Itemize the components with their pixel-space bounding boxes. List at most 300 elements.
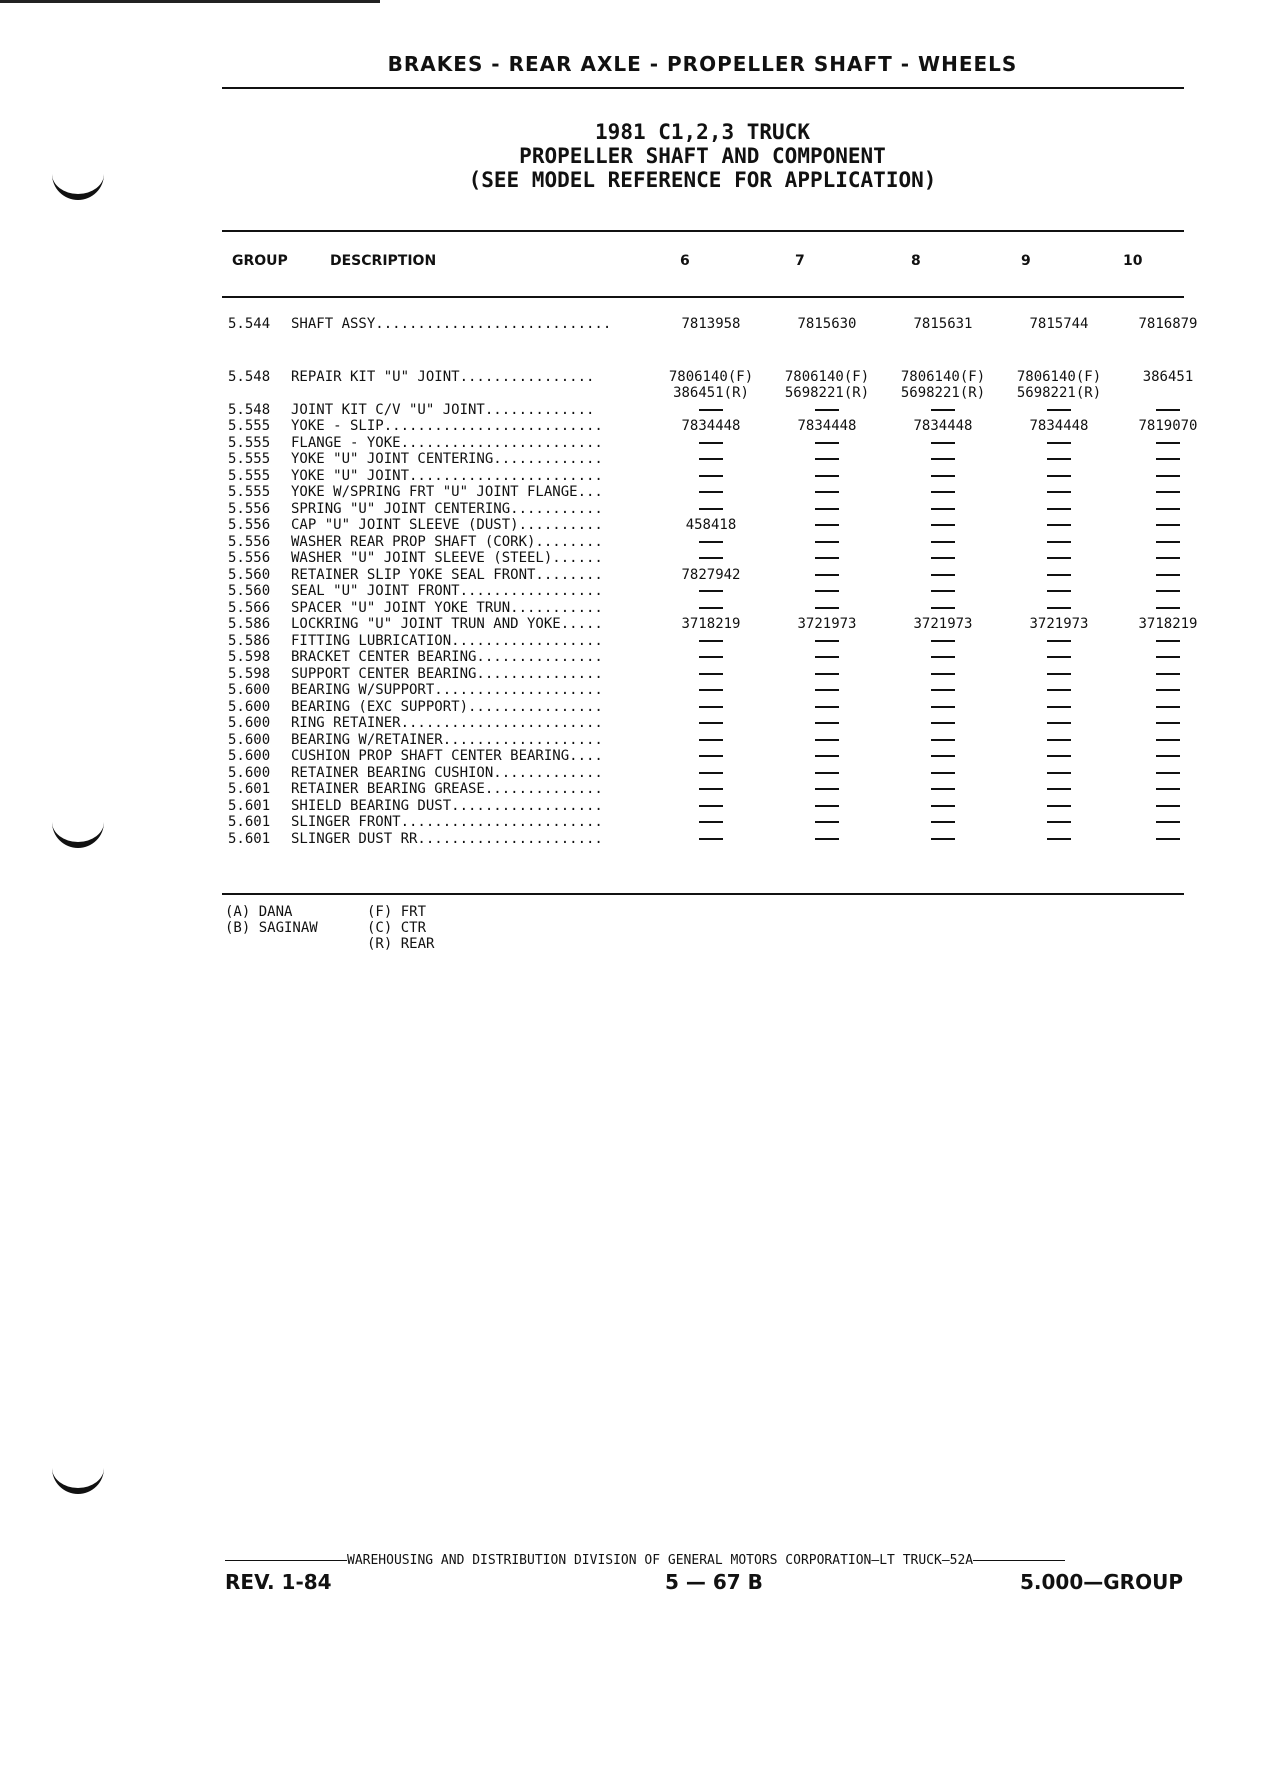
table-row xyxy=(228,583,1219,600)
table-row xyxy=(228,666,1219,683)
not-applicable-dash xyxy=(1117,649,1219,666)
not-applicable-dash xyxy=(1001,583,1117,600)
not-applicable-dash xyxy=(885,649,1001,666)
dash-mark xyxy=(815,772,839,774)
section-header: BRAKES - REAR AXLE - PROPELLER SHAFT - WHEELS xyxy=(387,52,1018,76)
group-cell: 5.548 xyxy=(228,368,271,385)
description-cell: BEARING (EXC SUPPORT)................ xyxy=(291,698,603,715)
description-cell: SUPPORT CENTER BEARING............... xyxy=(291,665,603,682)
part-number-cell: 5698221(R) xyxy=(1016,385,1102,401)
not-applicable-dash xyxy=(885,765,1001,782)
table-row xyxy=(228,501,1219,518)
not-applicable-dash xyxy=(1117,550,1219,567)
not-applicable-dash xyxy=(769,633,885,650)
not-applicable-dash xyxy=(1001,732,1117,749)
not-applicable-dash xyxy=(1001,633,1117,650)
dash-mark xyxy=(931,458,955,460)
dash-mark xyxy=(1047,491,1071,493)
group-cell: 5.601 xyxy=(228,781,271,797)
dash-mark xyxy=(1047,656,1071,658)
not-applicable-dash xyxy=(1117,633,1219,650)
not-applicable-dash xyxy=(769,765,885,782)
part-number-cell: 7806140(F) xyxy=(900,368,986,385)
description-cell: SPRING "U" JOINT CENTERING........... xyxy=(291,500,603,517)
dash-mark xyxy=(1047,689,1071,691)
legend-item: (R) REAR xyxy=(367,936,435,952)
group-cell: 5.555 xyxy=(228,467,271,484)
table-row xyxy=(228,748,1219,765)
footer-division-line xyxy=(225,1553,1180,1568)
legend-item: (C) CTR xyxy=(367,920,427,936)
table-bottom-rule xyxy=(222,893,1184,895)
dash-mark xyxy=(931,821,955,823)
not-applicable-dash xyxy=(653,501,769,518)
part-number-cell: 7834448 xyxy=(681,418,741,434)
table-row xyxy=(228,781,1219,798)
description-cell: YOKE W/SPRING FRT "U" JOINT FLANGE... xyxy=(291,484,603,500)
not-applicable-dash xyxy=(1001,666,1117,683)
part-number-cell: 7806140(F) xyxy=(784,368,870,385)
description-cell: FLANGE - YOKE........................ xyxy=(291,434,603,451)
dash-mark xyxy=(815,739,839,741)
not-applicable-dash xyxy=(769,814,885,831)
col-header-description: DESCRIPTION xyxy=(330,253,437,269)
not-applicable-dash xyxy=(885,715,1001,732)
dash-mark xyxy=(1156,508,1180,510)
part-number-cell: 3721973 xyxy=(1029,616,1089,632)
dash-mark xyxy=(1156,739,1180,741)
dash-mark xyxy=(815,805,839,807)
dash-mark xyxy=(931,722,955,724)
dash-mark xyxy=(931,541,955,543)
not-applicable-dash xyxy=(769,550,885,567)
table-row xyxy=(228,831,1219,848)
not-applicable-dash xyxy=(1001,402,1117,419)
not-applicable-dash xyxy=(1117,402,1219,419)
description-cell: REPAIR KIT "U" JOINT................ xyxy=(291,368,595,385)
table-row xyxy=(228,534,1219,551)
legend-item: (F) FRT xyxy=(367,904,427,920)
dash-mark xyxy=(815,557,839,559)
dash-mark xyxy=(699,755,723,757)
group-cell: 5.544 xyxy=(228,316,271,332)
part-number-cell: 7806140(F) xyxy=(668,368,754,385)
dash-mark xyxy=(815,755,839,757)
dash-mark xyxy=(931,442,955,444)
dash-mark xyxy=(815,689,839,691)
title-line-2: PROPELLER SHAFT AND COMPONENT xyxy=(519,144,886,168)
description-cell: RING RETAINER........................ xyxy=(291,715,603,731)
dash-mark xyxy=(931,491,955,493)
description-cell: BEARING W/SUPPORT.................... xyxy=(291,682,603,698)
part-number-cell: 3718219 xyxy=(681,616,741,632)
legend-item: (A) DANA xyxy=(225,904,293,920)
not-applicable-dash xyxy=(1117,435,1219,452)
not-applicable-dash xyxy=(885,798,1001,815)
table-row xyxy=(228,616,1219,633)
dash-mark xyxy=(1047,524,1071,526)
dash-mark xyxy=(815,590,839,592)
not-applicable-dash xyxy=(769,451,885,468)
description-cell: SLINGER FRONT........................ xyxy=(291,814,603,830)
part-number-cell: 3721973 xyxy=(913,616,973,632)
dash-mark xyxy=(1047,772,1071,774)
group-cell: 5.555 xyxy=(228,451,271,467)
table-row xyxy=(228,814,1219,831)
part-number-cell: 7816879 xyxy=(1138,316,1198,332)
dash-mark xyxy=(815,541,839,543)
part-number-cell: 7834448 xyxy=(913,418,973,434)
not-applicable-dash xyxy=(653,682,769,699)
not-applicable-dash xyxy=(653,600,769,617)
part-number-cell: 7834448 xyxy=(1029,418,1089,434)
dash-mark xyxy=(1047,409,1071,411)
dash-mark xyxy=(1047,706,1071,708)
description-cell: WASHER "U" JOINT SLEEVE (STEEL)...... xyxy=(291,550,603,566)
description-cell: RETAINER SLIP YOKE SEAL FRONT........ xyxy=(291,566,603,583)
dash-mark xyxy=(1156,821,1180,823)
not-applicable-dash xyxy=(1001,682,1117,699)
not-applicable-dash xyxy=(885,567,1001,584)
dash-mark xyxy=(1047,590,1071,592)
dash-mark xyxy=(1156,640,1180,642)
dash-mark xyxy=(931,590,955,592)
not-applicable-dash xyxy=(885,550,1001,567)
dash-mark xyxy=(815,607,839,609)
not-applicable-dash xyxy=(1001,550,1117,567)
group-cell: 5.598 xyxy=(228,665,271,682)
description-cell: LOCKRING "U" JOINT TRUN AND YOKE..... xyxy=(291,616,603,632)
col-header-9: 9 xyxy=(1021,253,1031,269)
dash-mark xyxy=(1047,821,1071,823)
dash-mark xyxy=(1156,475,1180,477)
part-number-cell xyxy=(1117,385,1219,402)
dash-mark xyxy=(1156,656,1180,658)
not-applicable-dash xyxy=(653,699,769,716)
footer-group: 5.000—GROUP xyxy=(1020,1570,1183,1594)
part-number-cell: 7815631 xyxy=(913,316,973,332)
dash-mark xyxy=(1156,838,1180,840)
dash-mark xyxy=(1047,755,1071,757)
dash-mark xyxy=(815,706,839,708)
col-header-7: 7 xyxy=(795,253,805,269)
dash-mark xyxy=(1156,458,1180,460)
not-applicable-dash xyxy=(653,583,769,600)
not-applicable-dash xyxy=(1117,798,1219,815)
footer-division-text: WAREHOUSING AND DISTRIBUTION DIVISION OF GENERAL MOTORS CORPORATION—LT TRUCK—52A xyxy=(347,1553,974,1568)
not-applicable-dash xyxy=(1001,517,1117,534)
dash-mark xyxy=(699,640,723,642)
group-cell: 5.555 xyxy=(228,434,271,451)
not-applicable-dash xyxy=(653,468,769,485)
table-row xyxy=(228,550,1219,567)
not-applicable-dash xyxy=(885,435,1001,452)
not-applicable-dash xyxy=(769,435,885,452)
not-applicable-dash xyxy=(1001,501,1117,518)
part-number-cell: 3721973 xyxy=(797,616,857,632)
group-cell: 5.598 xyxy=(228,649,271,665)
dash-mark xyxy=(815,475,839,477)
dash-mark xyxy=(699,805,723,807)
not-applicable-dash xyxy=(1117,484,1219,501)
binder-hole-mark xyxy=(52,822,104,848)
not-applicable-dash xyxy=(885,484,1001,501)
not-applicable-dash xyxy=(769,501,885,518)
description-cell: RETAINER BEARING CUSHION............. xyxy=(291,764,603,781)
group-cell: 5.586 xyxy=(228,616,271,632)
not-applicable-dash xyxy=(1117,468,1219,485)
title-line-3: (SEE MODEL REFERENCE FOR APPLICATION) xyxy=(468,168,937,192)
dash-mark xyxy=(1156,772,1180,774)
part-number-cell: 7813958 xyxy=(681,316,741,332)
table-row xyxy=(228,484,1219,501)
description-cell: SLINGER DUST RR...................... xyxy=(291,830,603,847)
not-applicable-dash xyxy=(769,600,885,617)
description-cell: BRACKET CENTER BEARING............... xyxy=(291,649,603,665)
header-rule xyxy=(222,87,1184,89)
not-applicable-dash xyxy=(769,517,885,534)
not-applicable-dash xyxy=(885,699,1001,716)
col-header-group: GROUP xyxy=(232,253,288,269)
not-applicable-dash xyxy=(885,451,1001,468)
row-spacer xyxy=(228,333,1219,369)
not-applicable-dash xyxy=(769,699,885,716)
dash-mark xyxy=(931,805,955,807)
dash-mark xyxy=(1156,442,1180,444)
table-row xyxy=(228,765,1219,782)
part-number-cell: 3718219 xyxy=(1138,616,1198,632)
not-applicable-dash xyxy=(769,666,885,683)
not-applicable-dash xyxy=(769,732,885,749)
not-applicable-dash xyxy=(1117,583,1219,600)
table-row xyxy=(228,699,1219,716)
not-applicable-dash xyxy=(769,402,885,419)
legend-item: (B) SAGINAW xyxy=(225,920,318,936)
group-cell: 5.601 xyxy=(228,797,271,814)
description-cell: SEAL "U" JOINT FRONT................. xyxy=(291,583,603,599)
description-cell: YOKE "U" JOINT....................... xyxy=(291,467,603,484)
dash-mark xyxy=(815,838,839,840)
dash-mark xyxy=(1156,722,1180,724)
title-line-1: 1981 C1,2,3 TRUCK xyxy=(595,120,810,144)
not-applicable-dash xyxy=(885,781,1001,798)
dash-mark xyxy=(815,409,839,411)
table-row xyxy=(228,517,1219,534)
footer-page-number: 5 — 67 B xyxy=(665,1570,763,1594)
dash-mark xyxy=(1047,739,1071,741)
not-applicable-dash xyxy=(1001,484,1117,501)
not-applicable-dash xyxy=(769,831,885,848)
not-applicable-dash xyxy=(1117,765,1219,782)
not-applicable-dash xyxy=(1001,831,1117,848)
dash-mark xyxy=(1156,557,1180,559)
not-applicable-dash xyxy=(1001,765,1117,782)
group-cell: 5.556 xyxy=(228,550,271,566)
table-header-rule xyxy=(222,296,1184,298)
not-applicable-dash xyxy=(1117,748,1219,765)
part-number-cell: 7806140(F) xyxy=(1016,368,1102,385)
dash-mark xyxy=(1156,805,1180,807)
not-applicable-dash xyxy=(1001,814,1117,831)
description-cell: CUSHION PROP SHAFT CENTER BEARING.... xyxy=(291,748,603,764)
group-cell: 5.600 xyxy=(228,715,271,731)
group-cell: 5.600 xyxy=(228,764,271,781)
not-applicable-dash xyxy=(1117,666,1219,683)
not-applicable-dash xyxy=(653,402,769,419)
not-applicable-dash xyxy=(1001,451,1117,468)
group-cell: 5.600 xyxy=(228,748,271,764)
dash-mark xyxy=(815,722,839,724)
description-cell: CAP "U" JOINT SLEEVE (DUST).......... xyxy=(291,517,603,533)
dash-mark xyxy=(699,475,723,477)
dash-mark xyxy=(815,673,839,675)
dash-mark xyxy=(1047,574,1071,576)
not-applicable-dash xyxy=(885,814,1001,831)
description-cell: SHIELD BEARING DUST.................. xyxy=(291,797,603,814)
table-row xyxy=(228,402,1219,419)
group-cell: 5.600 xyxy=(228,731,271,748)
not-applicable-dash xyxy=(1001,435,1117,452)
not-applicable-dash xyxy=(885,517,1001,534)
dash-mark xyxy=(1156,590,1180,592)
table-row xyxy=(228,435,1219,452)
dash-mark xyxy=(1047,838,1071,840)
parts-table-body xyxy=(228,402,1219,848)
table-row-continuation xyxy=(228,385,1219,402)
binder-hole-mark xyxy=(52,1468,104,1494)
not-applicable-dash xyxy=(885,682,1001,699)
not-applicable-dash xyxy=(653,732,769,749)
not-applicable-dash xyxy=(1001,468,1117,485)
not-applicable-dash xyxy=(1117,517,1219,534)
not-applicable-dash xyxy=(885,748,1001,765)
not-applicable-dash xyxy=(1117,682,1219,699)
dash-mark xyxy=(815,574,839,576)
table-row xyxy=(228,682,1219,699)
dash-mark xyxy=(1156,706,1180,708)
dash-mark xyxy=(699,590,723,592)
dash-mark xyxy=(931,475,955,477)
table-row xyxy=(228,567,1219,584)
not-applicable-dash xyxy=(653,715,769,732)
description-cell: SHAFT ASSY............................ xyxy=(291,316,612,332)
group-cell: 5.560 xyxy=(228,583,271,599)
dash-mark xyxy=(699,739,723,741)
part-number-cell: 7815630 xyxy=(797,316,857,332)
dash-mark xyxy=(699,607,723,609)
dash-mark xyxy=(1047,722,1071,724)
not-applicable-dash xyxy=(1001,748,1117,765)
not-applicable-dash xyxy=(885,732,1001,749)
dash-mark xyxy=(699,442,723,444)
description-cell: YOKE - SLIP.......................... xyxy=(291,418,603,434)
not-applicable-dash xyxy=(653,435,769,452)
dash-mark xyxy=(1156,409,1180,411)
group-cell: 5.600 xyxy=(228,698,271,715)
dash-mark xyxy=(1156,574,1180,576)
not-applicable-dash xyxy=(1001,715,1117,732)
not-applicable-dash xyxy=(1001,649,1117,666)
dash-mark xyxy=(931,739,955,741)
dash-mark xyxy=(931,656,955,658)
dash-mark xyxy=(815,821,839,823)
table-row xyxy=(228,633,1219,650)
part-number-cell: 7815744 xyxy=(1029,316,1089,332)
not-applicable-dash xyxy=(885,831,1001,848)
not-applicable-dash xyxy=(885,600,1001,617)
dash-mark xyxy=(815,458,839,460)
dash-mark xyxy=(815,656,839,658)
dash-mark xyxy=(931,409,955,411)
not-applicable-dash xyxy=(653,781,769,798)
not-applicable-dash xyxy=(653,451,769,468)
not-applicable-dash xyxy=(885,583,1001,600)
table-row xyxy=(228,732,1219,749)
not-applicable-dash xyxy=(1001,699,1117,716)
not-applicable-dash xyxy=(653,666,769,683)
part-number-cell: 7834448 xyxy=(797,418,857,434)
description-cell: JOINT KIT C/V "U" JOINT............. xyxy=(291,401,595,418)
table-row xyxy=(228,468,1219,485)
not-applicable-dash xyxy=(653,649,769,666)
not-applicable-dash xyxy=(769,781,885,798)
dash-mark xyxy=(1047,788,1071,790)
not-applicable-dash xyxy=(885,666,1001,683)
not-applicable-dash xyxy=(653,534,769,551)
dash-mark xyxy=(1156,541,1180,543)
not-applicable-dash xyxy=(769,649,885,666)
not-applicable-dash xyxy=(769,748,885,765)
dash-mark xyxy=(1156,673,1180,675)
dash-mark xyxy=(699,656,723,658)
table-row xyxy=(228,451,1219,468)
description-cell: WASHER REAR PROP SHAFT (CORK)........ xyxy=(291,533,603,550)
part-number-cell: 458418 xyxy=(685,517,737,533)
dash-mark xyxy=(931,524,955,526)
not-applicable-dash xyxy=(1117,501,1219,518)
not-applicable-dash xyxy=(1117,534,1219,551)
not-applicable-dash xyxy=(1117,814,1219,831)
table-row xyxy=(228,798,1219,815)
dash-mark xyxy=(1047,508,1071,510)
not-applicable-dash xyxy=(1001,781,1117,798)
legend-source xyxy=(225,904,318,936)
dash-mark xyxy=(699,557,723,559)
description-cell: SPACER "U" JOINT YOKE TRUN........... xyxy=(291,599,603,616)
dash-mark xyxy=(699,788,723,790)
dash-mark xyxy=(1156,689,1180,691)
dash-mark xyxy=(699,491,723,493)
table-row xyxy=(228,600,1219,617)
description-cell: YOKE "U" JOINT CENTERING............. xyxy=(291,451,603,467)
dash-mark xyxy=(815,508,839,510)
part-number-cell: 5698221(R) xyxy=(784,385,870,401)
not-applicable-dash xyxy=(1117,600,1219,617)
dash-mark xyxy=(1156,755,1180,757)
part-number-cell: 386451 xyxy=(1142,368,1194,385)
not-applicable-dash xyxy=(653,633,769,650)
group-cell: 5.600 xyxy=(228,682,271,698)
part-number-cell: 7819070 xyxy=(1138,418,1198,434)
not-applicable-dash xyxy=(1001,567,1117,584)
not-applicable-dash xyxy=(653,814,769,831)
dash-mark xyxy=(931,574,955,576)
dash-mark xyxy=(699,508,723,510)
dash-mark xyxy=(1047,541,1071,543)
not-applicable-dash xyxy=(1117,567,1219,584)
col-header-8: 8 xyxy=(911,253,921,269)
dash-mark xyxy=(815,524,839,526)
